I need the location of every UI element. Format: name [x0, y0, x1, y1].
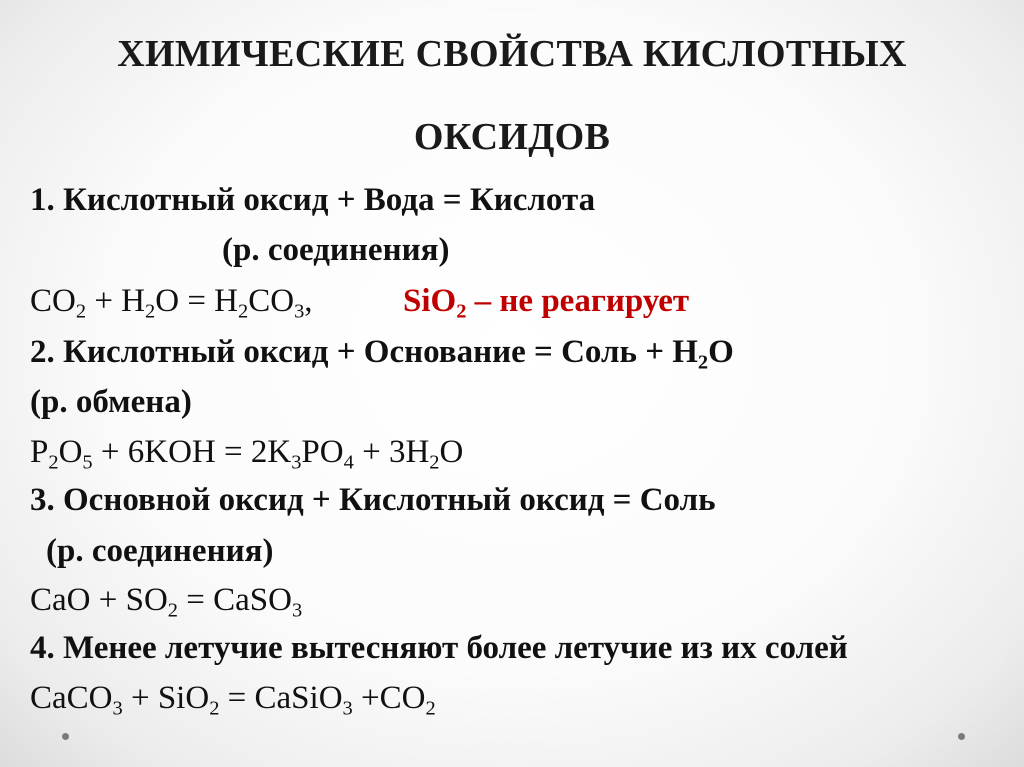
rule-4-heading: 4. Менее летучие вытесняют более летучие из их солей: [30, 630, 848, 666]
slide-title-line-2: ОКСИДОВ: [413, 116, 611, 158]
rule-2-reaction-type: (р. обмена): [30, 384, 192, 420]
slide-title-line-1: ХИМИЧЕСКИЕ СВОЙСТВА КИСЛОТНЫХ: [117, 33, 907, 75]
slide-corner-dot-right: [958, 733, 965, 740]
rule-3-equation: CaO + $SO_2$ = CaSO$_3$: [30, 582, 303, 622]
rule-1-note: SiO$_2$ – не реагирует: [403, 283, 690, 323]
rule-2-heading: 2. Кислотный оксид + Основание = Соль + $H_2O$: [30, 334, 734, 374]
rule-1-equation: $CO_2 + H_2O = H_2CO_3$,: [30, 283, 313, 323]
rule-3-reaction-type: (р. соединения): [46, 533, 274, 569]
rule-1-reaction-type: (р. соединения): [222, 232, 450, 268]
rule-4-equation: CaCO$_3$ + SiO$_2$ = CaSiO$_3$ $+CO_2$: [30, 680, 436, 720]
rule-2-equation: $P_2O_5 + 6KOH = 2K_3PO_4 + 3H_2O$: [30, 434, 464, 474]
rule-1-heading: 1. Кислотный оксид + Вода = Кислота: [30, 182, 596, 218]
slide-corner-dot-left: [62, 733, 69, 740]
rule-3-heading: 3. Основной оксид + Кислотный оксид = Соль: [30, 482, 716, 518]
